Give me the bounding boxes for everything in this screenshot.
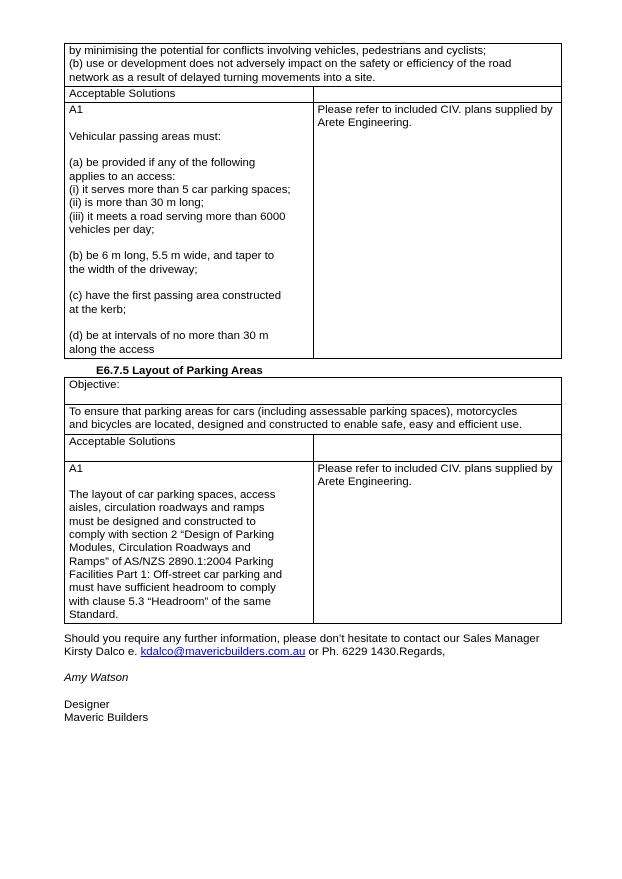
table-row <box>65 378 562 405</box>
rule-line: Ramps” of AS/NZS 2890.1:2004 Parking <box>69 555 274 568</box>
rule-line: aisles, circulation roadways and ramps <box>69 502 265 515</box>
closing-line: Should you require any further information, please don’t hesitate to contact our Sales Manager <box>64 633 540 645</box>
objective-cell <box>65 405 562 435</box>
response-cell <box>313 103 562 359</box>
table-row <box>65 44 562 87</box>
response-line: Arete Engineering. <box>317 475 412 488</box>
clause-line: (a) be provided if any of the following <box>69 157 256 170</box>
rule-line: must be designed and constructed to <box>69 515 256 528</box>
closing-paragraph <box>64 633 564 660</box>
requirements-table-access <box>64 43 562 359</box>
acceptable-solution-cell <box>65 103 314 359</box>
table-row <box>65 103 562 359</box>
solution-label: A1 <box>69 104 83 117</box>
response-cell <box>313 461 562 624</box>
requirements-table-parking-layout <box>64 377 562 624</box>
response-line: Arete Engineering. <box>317 117 412 130</box>
clause-line: applies to an access: <box>69 170 176 183</box>
clause-line: (b) be 6 m long, 5.5 m wide, and taper to <box>69 250 275 263</box>
objective-label-cell: Objective: <box>65 378 562 405</box>
clause-line: (d) be at intervals of no more than 30 m <box>69 330 269 343</box>
table-row <box>65 434 562 461</box>
acceptable-solutions-header: Acceptable Solutions <box>65 434 314 461</box>
empty-header-cell <box>313 434 562 461</box>
response-line: Please refer to included CIV. plans supplied by <box>317 462 553 475</box>
objective-line: (b) use or development does not adversely impact on the safety or efficiency of the road <box>69 58 512 71</box>
clause-line: (iii) it meets a road serving more than 6000 <box>69 210 286 223</box>
clause-line: vehicles per day; <box>69 223 155 236</box>
rule-line: must have sufficient headroom to comply <box>69 582 276 595</box>
rule-line: with clause 5.3 “Headroom” of the same <box>69 595 271 608</box>
objective-cell <box>65 44 562 87</box>
closing-suffix: or Ph. 6229 1430.Regards, <box>305 646 446 659</box>
table-row <box>65 461 562 624</box>
closing-line <box>64 646 564 659</box>
email-link[interactable]: kdalco@mavericbuilders.com.au <box>140 646 306 659</box>
empty-header-cell <box>313 86 562 102</box>
objective-line: network as a result of delayed turning movements into a site. <box>69 71 376 84</box>
clause-line: (c) have the first passing area constructed <box>69 290 282 303</box>
objective-line: To ensure that parking areas for cars (including assessable parking spaces), motorcycles <box>69 406 518 418</box>
rule-line: The layout of car parking spaces, access <box>69 489 276 502</box>
response-line: Please refer to included CIV. plans supplied by <box>317 104 553 117</box>
rule-line: Modules, Circulation Roadways and <box>69 542 251 555</box>
clause-line: at the kerb; <box>69 303 126 316</box>
signature-role: Designer <box>64 699 110 711</box>
clause-line: (i) it serves more than 5 car parking spaces; <box>69 183 291 196</box>
clause-line: the width of the driveway; <box>69 263 198 276</box>
acceptable-solutions-header: Acceptable Solutions <box>65 86 314 102</box>
acceptable-solution-cell <box>65 461 314 624</box>
table-row <box>65 86 562 102</box>
closing-prefix: Kirsty Dalco e. <box>64 646 141 659</box>
objective-line: and bicycles are located, designed and constructed to enable safe, easy and efficient use. <box>69 419 523 432</box>
rule-lead: Vehicular passing areas must: <box>69 130 221 143</box>
solution-label: A1 <box>69 462 83 475</box>
signature-company: Maveric Builders <box>64 712 149 725</box>
signature-name: Amy Watson <box>64 672 129 684</box>
clause-line: (ii) is more than 30 m long; <box>69 197 204 210</box>
table-row <box>65 405 562 435</box>
clause-line: along the access <box>69 343 155 356</box>
section-heading: E6.7.5 Layout of Parking Areas <box>96 365 263 377</box>
rule-line: Facilities Part 1: Off-street car parking and <box>69 568 283 581</box>
rule-line: Standard. <box>69 608 119 621</box>
objective-line: by minimising the potential for conflicts involving vehicles, pedestrians and cyclists; <box>69 45 487 57</box>
signature-block <box>64 699 564 726</box>
rule-line: comply with section 2 “Design of Parking <box>69 529 275 542</box>
